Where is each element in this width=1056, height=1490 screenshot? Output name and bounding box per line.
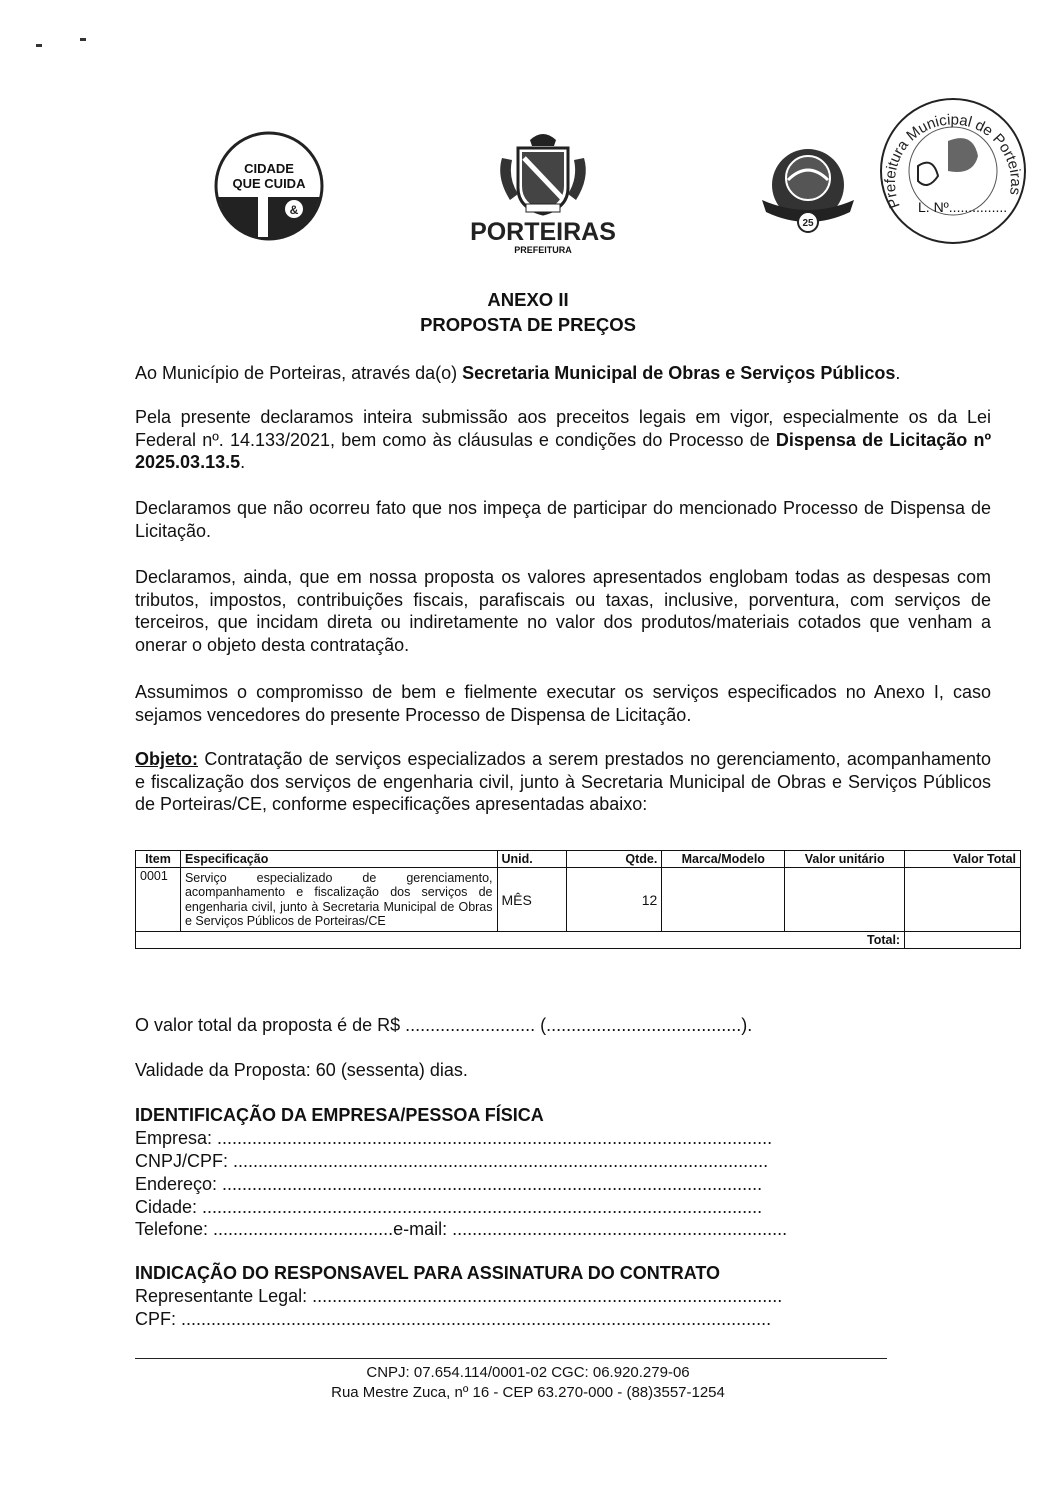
col-header-qtde: Qtde. [567,851,662,868]
submission-paragraph: Pela presente declaramos inteira submissão aos preceitos legais em vigor, especialmente os da Lei Federal nº. 14.133/2021, bem como às cláusulas e condições do Processo de Dispensa de Licitação nº 2025.03.13.5. [135,407,992,472]
table-total-row [136,932,1021,949]
cidade-que-cuida-logo [214,131,324,241]
telefone-email-field: Telefone: ....................................e-mail: ................................................................... [135,1219,788,1239]
footer-address: Rua Mestre Zuca, nº 16 - CEP 63.270-000 - (88)3557-1254 [331,1384,725,1401]
table-header-row [136,851,1021,868]
items-table [135,850,1021,949]
total-label: Total: [136,932,905,949]
col-header-valor-total: Valor Total [905,851,1021,868]
scan-mark [80,38,86,41]
footer-cnpj: CNPJ: 07.654.114/0001-02 CGC: 06.920.279-06 [366,1364,690,1381]
cell-marca [662,868,785,932]
annex-title: ANEXO II [487,289,569,310]
porteiras-coat-of-arms [488,128,598,218]
secretaria-name: Secretaria Municipal de Obras e Serviços Públicos [462,363,896,383]
cell-qtde: 12 [567,868,662,932]
cpf-field: CPF: ...................................................................................................................... [135,1309,772,1329]
responsible-heading: INDICAÇÃO DO RESPONSAVEL PARA ASSINATURA DO CONTRATO [135,1263,721,1283]
cidade-field: Cidade: ................................................................................................................ [135,1197,763,1217]
cell-valor-total [905,868,1021,932]
svg-text:&: & [289,203,299,217]
process-number: Dispensa de Licitação nº 2025.03.13.5 [135,429,992,472]
proposal-validity: Validade da Proposta: 60 (sessenta) dias. [135,1060,468,1080]
representante-field: Representante Legal: .............................................................................................. [135,1286,783,1306]
endereco-field: Endereço: ............................................................................................................ [135,1174,763,1194]
objeto-paragraph: Objeto: Contratação de serviços especializados a serem prestados no gerenciamento, acompanhamento e fiscalização dos serviços de engenharia civil, junto à Secretaria Municipal de Obras e Serviços Públicos de Porteiras/CE, conforme especificações apresentadas abaixo: [135,749,991,814]
empresa-field: Empresa: ............................................................................................................... [135,1128,773,1148]
total-value [905,932,1021,949]
cell-item: 0001 [136,868,181,932]
intro-paragraph: Ao Município de Porteiras, através da(o) Secretaria Municipal de Obras e Serviços Públicos. [135,363,901,383]
cell-unid: MÊS [497,868,567,932]
objeto-label: Objeto: [135,749,198,769]
municipal-stamp [878,96,1028,246]
cell-spec: Serviço especializado de gerenciamento, acompanhamento e fiscalização dos serviços de engenharia civil, junto à Secretaria Municipal de Obras e Serviços Públicos de Porteiras/CE [180,868,497,932]
taxes-paragraph: Declaramos, ainda, que em nossa proposta os valores apresentados englobam todas as despesas com tributos, impostos, contribuições fiscais, parafiscais ou taxas, inclusive, porventura, com serviços de terceiros, que incidam direta ou indiretamente no valor dos produtos/materiais cotados que venham a onerar o objeto desta contratação. [135,567,991,655]
col-header-unid: Unid. [497,851,567,868]
proposal-total-line: O valor total da proposta é de R$ .......................... (.......................................). [135,1015,753,1035]
table-row [136,868,1021,932]
company-id-heading: IDENTIFICAÇÃO DA EMPRESA/PESSOA FÍSICA [135,1105,544,1125]
svg-text:25: 25 [802,218,814,229]
porteiras-logo-name: PORTEIRAS [470,218,616,246]
logo-line-2: QUE CUIDA [232,176,306,191]
footer-divider [135,1358,887,1359]
col-header-marca: Marca/Modelo [662,851,785,868]
porteiras-logo-sub: PREFEITURA [514,245,572,255]
commitment-paragraph: Assumimos o compromisso de bem e fielmente executar os serviços especificados no Anexo I, caso sejamos vencedores do presente Processo de Dispensa de Licitação. [135,682,991,725]
stamp-text: Prefeitura Municipal de Porteiras [881,111,1025,211]
declaration-paragraph: Declaramos que não ocorreu fato que nos impeça de participar do mencionado Processo de Dispensa de Licitação. [135,498,991,541]
anniversary-emblem [758,140,858,235]
col-header-valor-unit: Valor unitário [785,851,905,868]
col-header-spec: Especificação [180,851,497,868]
cnpj-field: CNPJ/CPF: ........................................................................................................... [135,1151,769,1171]
scan-mark [36,44,42,47]
col-header-item: Item [136,851,181,868]
logo-line-1: CIDADE [244,161,294,176]
cell-valor-unit [785,868,905,932]
document-title: PROPOSTA DE PREÇOS [420,314,636,335]
stamp-number-field: L. Nº............... [918,199,1008,215]
